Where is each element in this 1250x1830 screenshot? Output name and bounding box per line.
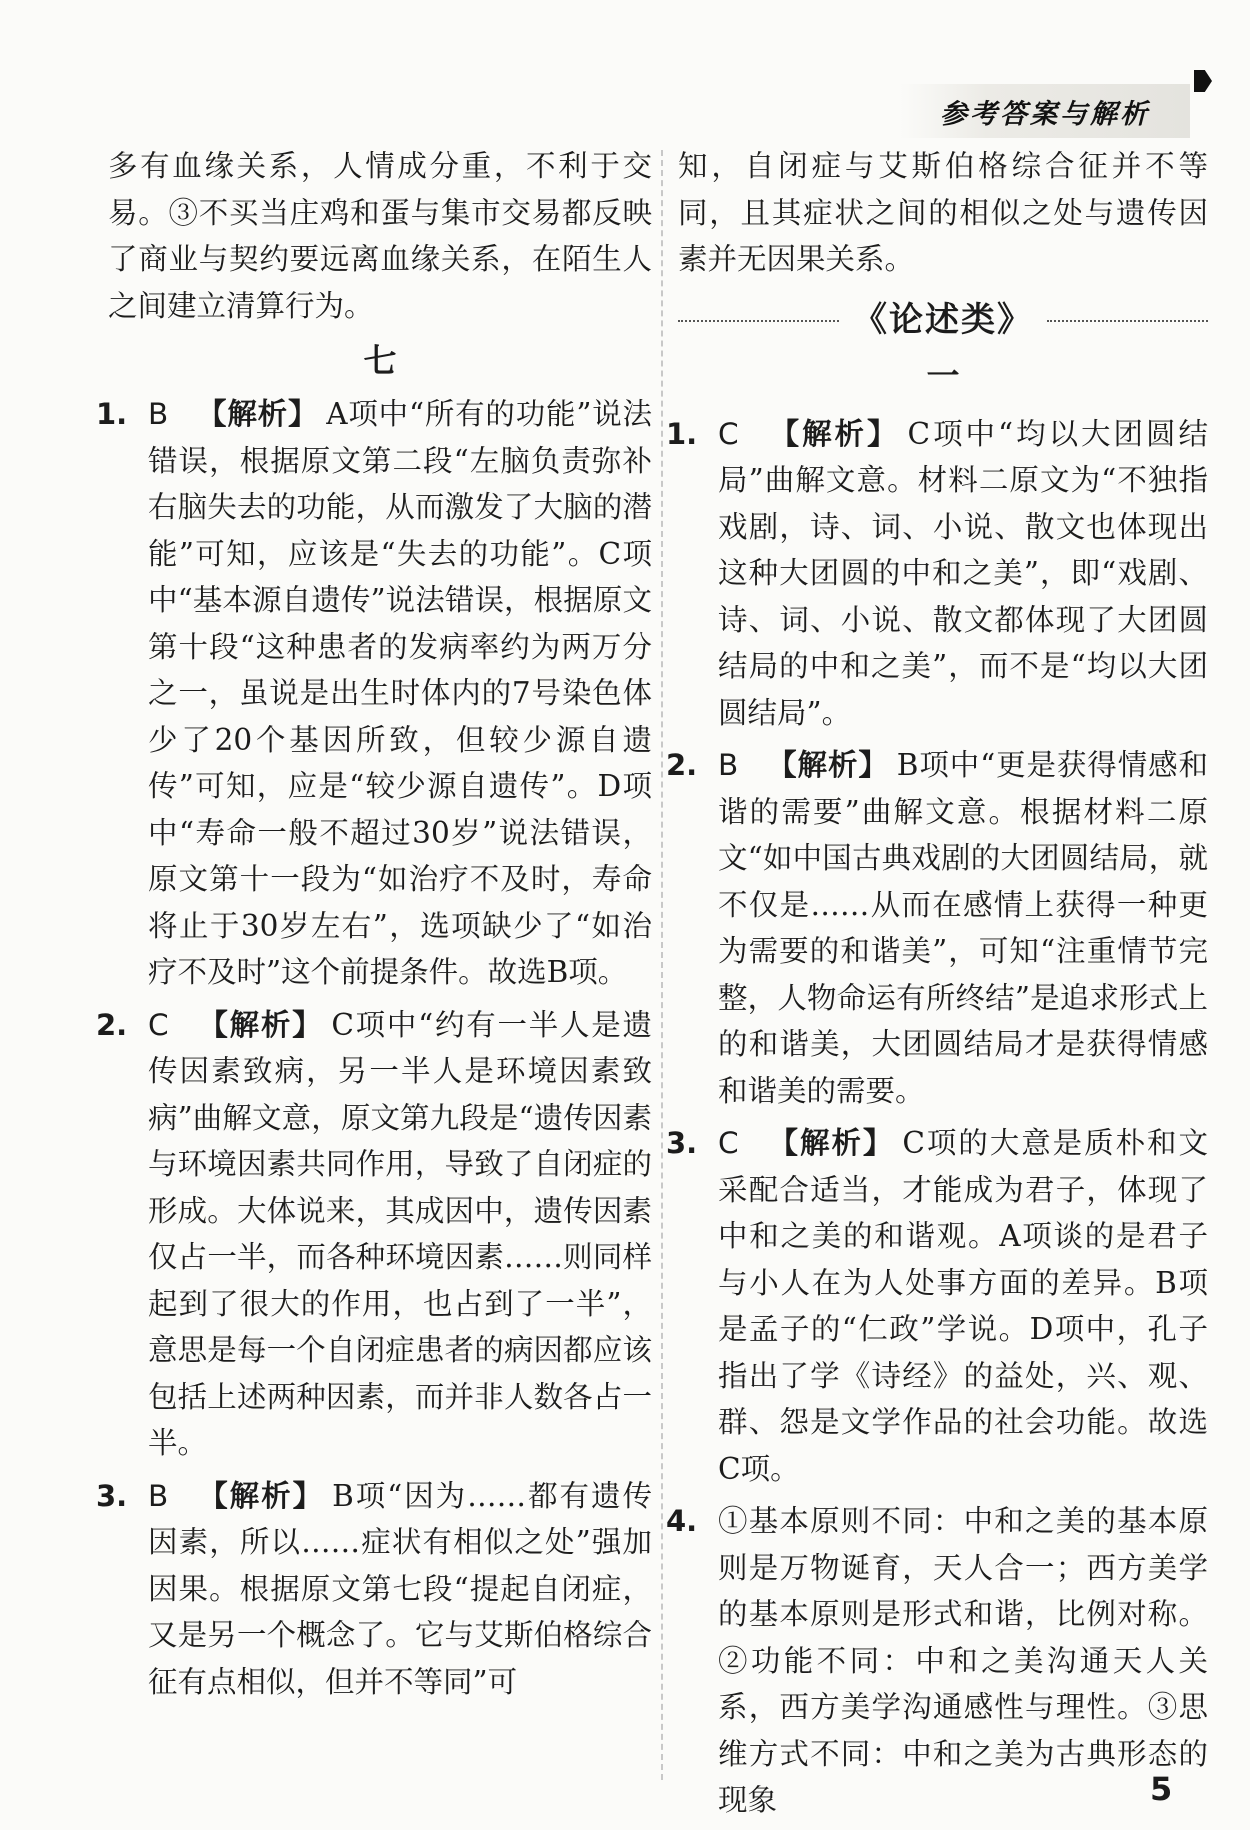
- answer-number: 1.: [96, 397, 128, 431]
- answer-item: [96, 1002, 652, 1467]
- answer-number: 2.: [666, 748, 698, 782]
- answer-choice: C: [718, 416, 739, 451]
- answer-item: [666, 1498, 1208, 1824]
- answer-choice: B: [148, 1478, 169, 1513]
- analysis-tag: 【解析】: [766, 748, 889, 782]
- header-marker: [1194, 70, 1212, 92]
- answer-choice: B: [718, 748, 739, 782]
- answer-text: C项的大意是质朴和文采配合适当，才能成为君子，体现了中和之美的和谐观。A项谈的是君子与小人在为人处事方面的差异。B项是孟子的“仁政”学说。D项中，孔子指出了学《诗经》的益处，兴、观、群、怨是文学作品的社会功能。故选C项。: [718, 1126, 1208, 1486]
- left-column: [96, 143, 652, 1711]
- answer-number: 4.: [666, 1504, 698, 1538]
- analysis-tag: 【解析】: [196, 397, 319, 431]
- genre-heading: [678, 293, 1208, 349]
- analysis-tag: 【解析】: [766, 416, 900, 451]
- answer-choice: C: [718, 1126, 739, 1160]
- answer-number: 3.: [96, 1478, 128, 1513]
- heading-rule-left: [678, 320, 839, 322]
- analysis-tag: 【解析】: [766, 1126, 895, 1160]
- header-title: 参考答案与解析: [900, 84, 1190, 138]
- answer-text: B项中“更是获得情感和谐的需要”曲解文意。根据材料二原文“如中国古典戏剧的大团圆结局，就不仅是……从而在感情上获得一种更为需要的和谐美”，可知“注重情节完整，人物命运有所终结”是追求形式上的和谐美，大团圆结局才是获得情感和谐美的需要。: [718, 748, 1208, 1108]
- answer-item: [666, 742, 1208, 1114]
- right-column: [666, 143, 1208, 1830]
- column-divider: [661, 150, 663, 1780]
- analysis-tag: 【解析】: [196, 1478, 325, 1513]
- section-heading: 一: [926, 355, 960, 395]
- section-heading: 七: [363, 341, 397, 380]
- answer-item: [666, 1120, 1208, 1492]
- answer-text: ①基本原则不同：中和之美的基本原则是万物诞育，天人合一；西方美学的基本原则是形式和谐，比例对称。②功能不同：中和之美沟通天人关系，西方美学沟通感性与理性。③思维方式不同：中和之美为古典形态的现象: [718, 1504, 1208, 1817]
- answer-text: C项中“约有一半人是遗传因素致病，另一半人是环境因素致病”曲解文意，原文第九段是“遗传因素与环境因素共同作用，导致了自闭症的形成。大体说来，其成因中，遗传因素仅占一半，而各种环境因素……则同样起到了很大的作用，也占到了一半”，意思是每一个自闭症患者的病因都应该包括上述两种因素，而并非人数各占一半。: [148, 1007, 652, 1460]
- answer-number: 3.: [666, 1126, 698, 1160]
- page-number: 5: [1150, 1770, 1173, 1808]
- continuation-text: 知，自闭症与艾斯伯格综合征并不等同，且其症状之间的相似之处与遗传因素并无因果关系。: [678, 149, 1208, 276]
- genre-heading-text: 《论述类》: [853, 300, 1033, 341]
- analysis-tag: 【解析】: [196, 1007, 324, 1042]
- answer-item: [96, 1473, 652, 1706]
- heading-rule-right: [1047, 320, 1208, 322]
- answer-number: 1.: [666, 416, 698, 451]
- answer-item: [666, 411, 1208, 737]
- answer-number: 2.: [96, 1007, 128, 1042]
- answer-choice: C: [148, 1007, 169, 1042]
- answer-item: [96, 391, 652, 996]
- answer-choice: B: [148, 397, 169, 431]
- answer-text: C项中“均以大团圆结局”曲解文意。材料二原文为“不独指戏剧，诗、词、小说、散文也体现出这种大团圆的中和之美”，即“戏剧、诗、词、小说、散文都体现了大团圆结局的中和之美”，而不是“均以大团圆结局”。: [718, 416, 1208, 730]
- answer-text: A项中“所有的功能”说法错误，根据原文第二段“左脑负责弥补右脑失去的功能，从而激发了大脑的潜能”可知，应该是“失去的功能”。C项中“基本源自遗传”说法错误，根据原文第十段“这种患者的发病率约为两万分之一，虽说是出生时体内的7号染色体少了20个基因所致，但较少源自遗传”可知，应是“较少源自遗传”。D项中“寿命一般不超过30岁”说法错误，原文第十一段为“如治疗不及时，寿命将止于30岁左右”，选项缺少了“如治疗不及时”这个前提条件。故选B项。: [148, 397, 652, 989]
- continuation-text: 多有血缘关系，人情成分重，不利于交易。③不买当庄鸡和蛋与集市交易都反映了商业与契约要远离血缘关系，在陌生人之间建立清算行为。: [108, 149, 652, 323]
- answer-text: B项“因为……都有遗传因素，所以……症状有相似之处”强加因果。根据原文第七段“提起自闭症，又是另一个概念了。它与艾斯伯格综合征有点相似，但并不等同”可: [148, 1478, 652, 1699]
